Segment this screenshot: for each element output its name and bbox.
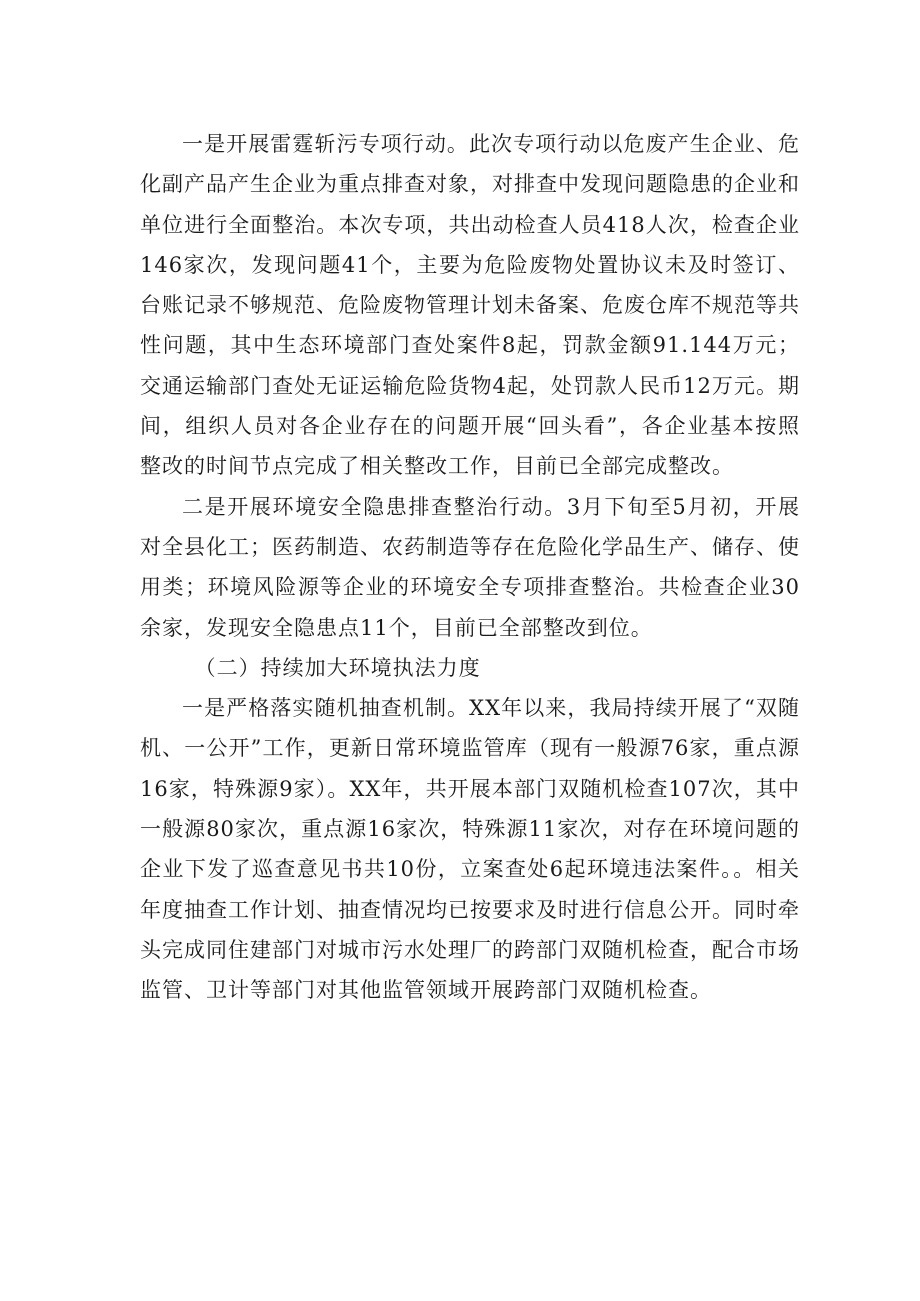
paragraph-random-inspection: 一是严格落实随机抽查机制。XX年以来，我局持续开展了“双随机、一公开”工作，更新日常环境监管库（现有一般源76家，重点源16家，特殊源9家）。XX年，共开展本部门双随机检查107次，其中一般源80家次，重点源16家次，特殊源11家次，对存在环境问题的企业下发了巡查意见书共10份，立案查处6起环境违法案件。。相关年度抽查工作计划、抽查情况均已按要求及时进行信息公开。同时牵头完成同住建部门对城市污水处理厂的跨部门双随机检查，配合市场监管、卫计等部门对其他监管领域开展跨部门双随机检查。 xyxy=(140,696,800,1003)
section-heading: （二）持续加大环境执法力度 xyxy=(194,655,481,680)
document-body xyxy=(140,124,800,1011)
paragraph-safety-hazard-action: 二是开展环境安全隐患排查整治行动。3月下旬至5月初，开展对全县化工；医药制造、农药制造等存在危险化学品生产、储存、使用类；环境风险源等企业的环境安全专项排查整治。共检查企业30余家，发现安全隐患点11个，目前已全部整改到位。 xyxy=(140,494,800,640)
paragraph-thunder-action: 一是开展雷霆斩污专项行动。此次专项行动以危废产生企业、危化副产品产生企业为重点排查对象，对排查中发现问题隐患的企业和单位进行全面整治。本次专项，共出动检查人员418人次，检查企业146家次，发现问题41个，主要为危险废物处置协议未及时签订、台账记录不够规范、危险废物管理计划未备案、危废仓库不规范等共性问题，其中生态环境部门查处案件8起，罚款金额91.144万元；交通运输部门查处无证运输危险货物4起，处罚款人民币12万元。期间，组织人员对各企业存在的问题开展“回头看”，各企业基本按照整改的时间节点完成了相关整改工作，目前已全部完成整改。 xyxy=(140,132,800,479)
